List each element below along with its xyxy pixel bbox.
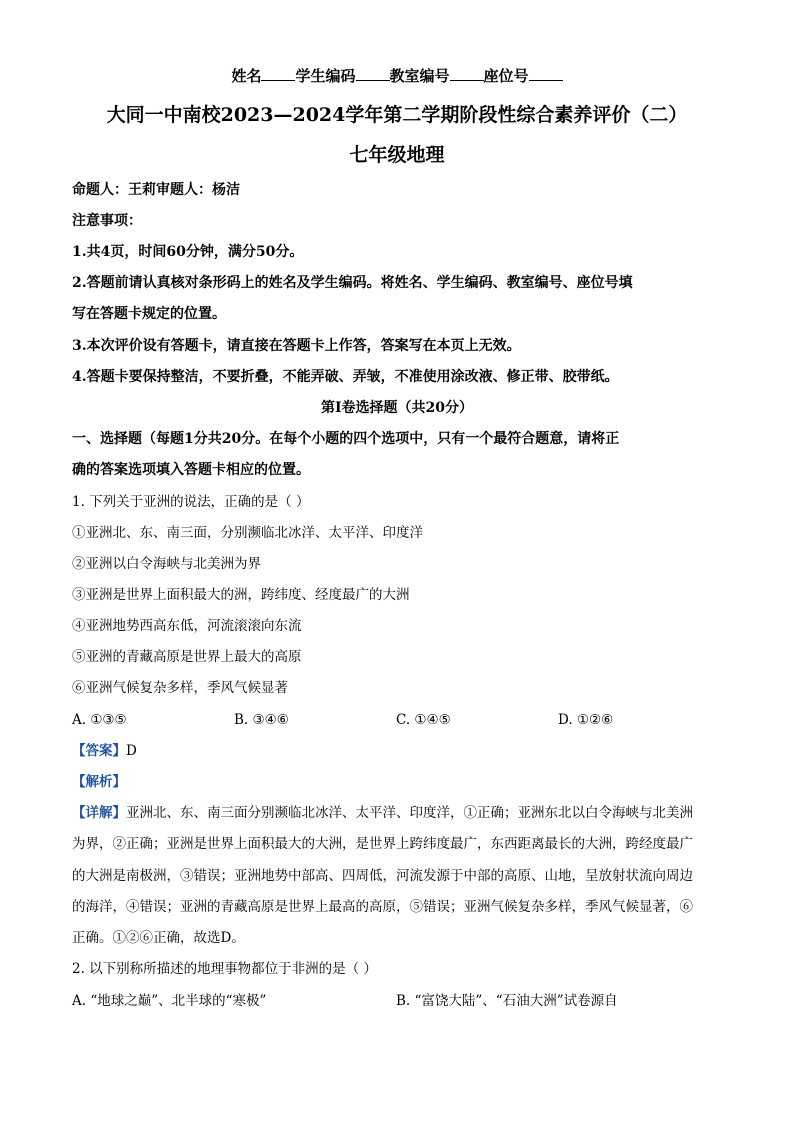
q1-statement-5: ⑤亚洲的青藏高原是世界上最大的高原 <box>72 649 302 665</box>
student-id-label: 学生编码 <box>295 67 356 85</box>
q1-answer-line <box>72 739 722 763</box>
q1-detail-line-1 <box>72 801 722 825</box>
seat-blank[interactable] <box>529 66 563 81</box>
authors-line: 命题人：王莉审题人：杨洁 <box>72 182 240 198</box>
q1-detail-line-5: 正确。①②⑥正确，故选D。 <box>72 930 245 946</box>
q1-option-d[interactable]: D. ①②⑥ <box>558 712 614 728</box>
note-item-2: 2.答题前请认真核对条形码上的姓名及学生编码。将姓名、学生编码、教室编号、座位号填 <box>72 275 633 291</box>
q1-option-b[interactable]: B. ③④⑥ <box>234 712 289 728</box>
section-instruction-2: 确的答案选项填入答题卡相应的位置。 <box>72 462 310 478</box>
student-id-blank[interactable] <box>356 66 390 81</box>
name-blank[interactable] <box>261 66 295 81</box>
q1-options <box>72 708 722 732</box>
section-title: 第Ⅰ卷选择题（共20分） <box>320 400 474 416</box>
classroom-label: 教室编号 <box>389 67 450 85</box>
q1-detail-line-4: 的海洋，④错误；亚洲的青藏高原是世界上最高的高原，⑤错误；亚洲气候复杂多样，季风气候显著，⑥ <box>72 899 693 915</box>
student-info-line <box>72 64 722 88</box>
q1-statement-4: ④亚洲地势西高东低，河流滚滚向东流 <box>72 618 302 634</box>
section-instruction-1: 一、选择题（每题1分共20分。在每个小题的四个选项中，只有一个最符合题意，请将正 <box>72 431 620 447</box>
q2-option-b[interactable]: B. “富饶大陆”、“石油大洲”试卷源自 <box>396 993 618 1009</box>
q1-detail-line-3: 的大洲是南极洲，③错误；亚洲地势中部高、四周低，河流发源于中部的高原、山地，呈放射状流向周边 <box>72 868 693 884</box>
answer-tag: 【答案】 <box>72 743 126 759</box>
q1-statement-3: ③亚洲是世界上面积最大的洲，跨纬度、经度最广的大洲 <box>72 587 410 603</box>
q2-option-a[interactable]: A. “地球之巅”、北半球的“寒极” <box>72 993 267 1009</box>
q1-detail-text-1: 亚洲北、东、南三面分别濒临北冰洋、太平洋、印度洋，①正确；亚洲东北以白令海峡与北美洲 <box>126 805 693 821</box>
analysis-tag: 【解析】 <box>72 774 126 790</box>
notes-heading: 注意事项： <box>72 213 142 229</box>
q1-statement-2: ②亚洲以白令海峡与北美洲为界 <box>72 556 261 572</box>
note-item-2-cont: 写在答题卡规定的位置。 <box>72 306 226 322</box>
q2-stem: 2. 以下别称所描述的地理事物都位于非洲的是（ ） <box>72 961 377 977</box>
q1-analysis-line <box>72 770 722 794</box>
q2-options <box>72 989 722 1013</box>
q1-statement-1: ①亚洲北、东、南三面，分别濒临北冰洋、太平洋、印度洋 <box>72 525 423 541</box>
q1-option-c[interactable]: C. ①④⑤ <box>396 712 451 728</box>
note-item-3: 3.本次评价设有答题卡，请直接在答题卡上作答，答案写在本页上无效。 <box>72 338 521 354</box>
exam-title: 大同一中南校2023—2024学年第二学期阶段性综合素养评价（二） <box>106 104 688 126</box>
exam-subtitle: 七年级地理 <box>349 144 445 166</box>
detail-tag: 【详解】 <box>72 805 126 821</box>
name-label: 姓名 <box>231 67 262 85</box>
note-item-1: 1.共4页，时间60分钟，满分50分。 <box>72 244 304 260</box>
classroom-blank[interactable] <box>450 66 484 81</box>
note-item-4: 4.答题卡要保持整洁，不要折叠，不能弄破、弄皱，不准使用涂改液、修正带、胶带纸。 <box>72 369 619 385</box>
q1-stem: 1. 下列关于亚洲的说法，正确的是（ ） <box>72 494 310 510</box>
seat-label: 座位号 <box>483 67 529 85</box>
q1-option-a[interactable]: A. ①③⑤ <box>72 712 127 728</box>
q1-statement-6: ⑥亚洲气候复杂多样，季风气候显著 <box>72 680 288 696</box>
q1-answer: D <box>126 743 137 759</box>
q1-detail-line-2: 为界，②正确；亚洲是世界上面积最大的大洲，是世界上跨纬度最广，东西距离最长的大洲，跨经度最广 <box>72 836 693 852</box>
